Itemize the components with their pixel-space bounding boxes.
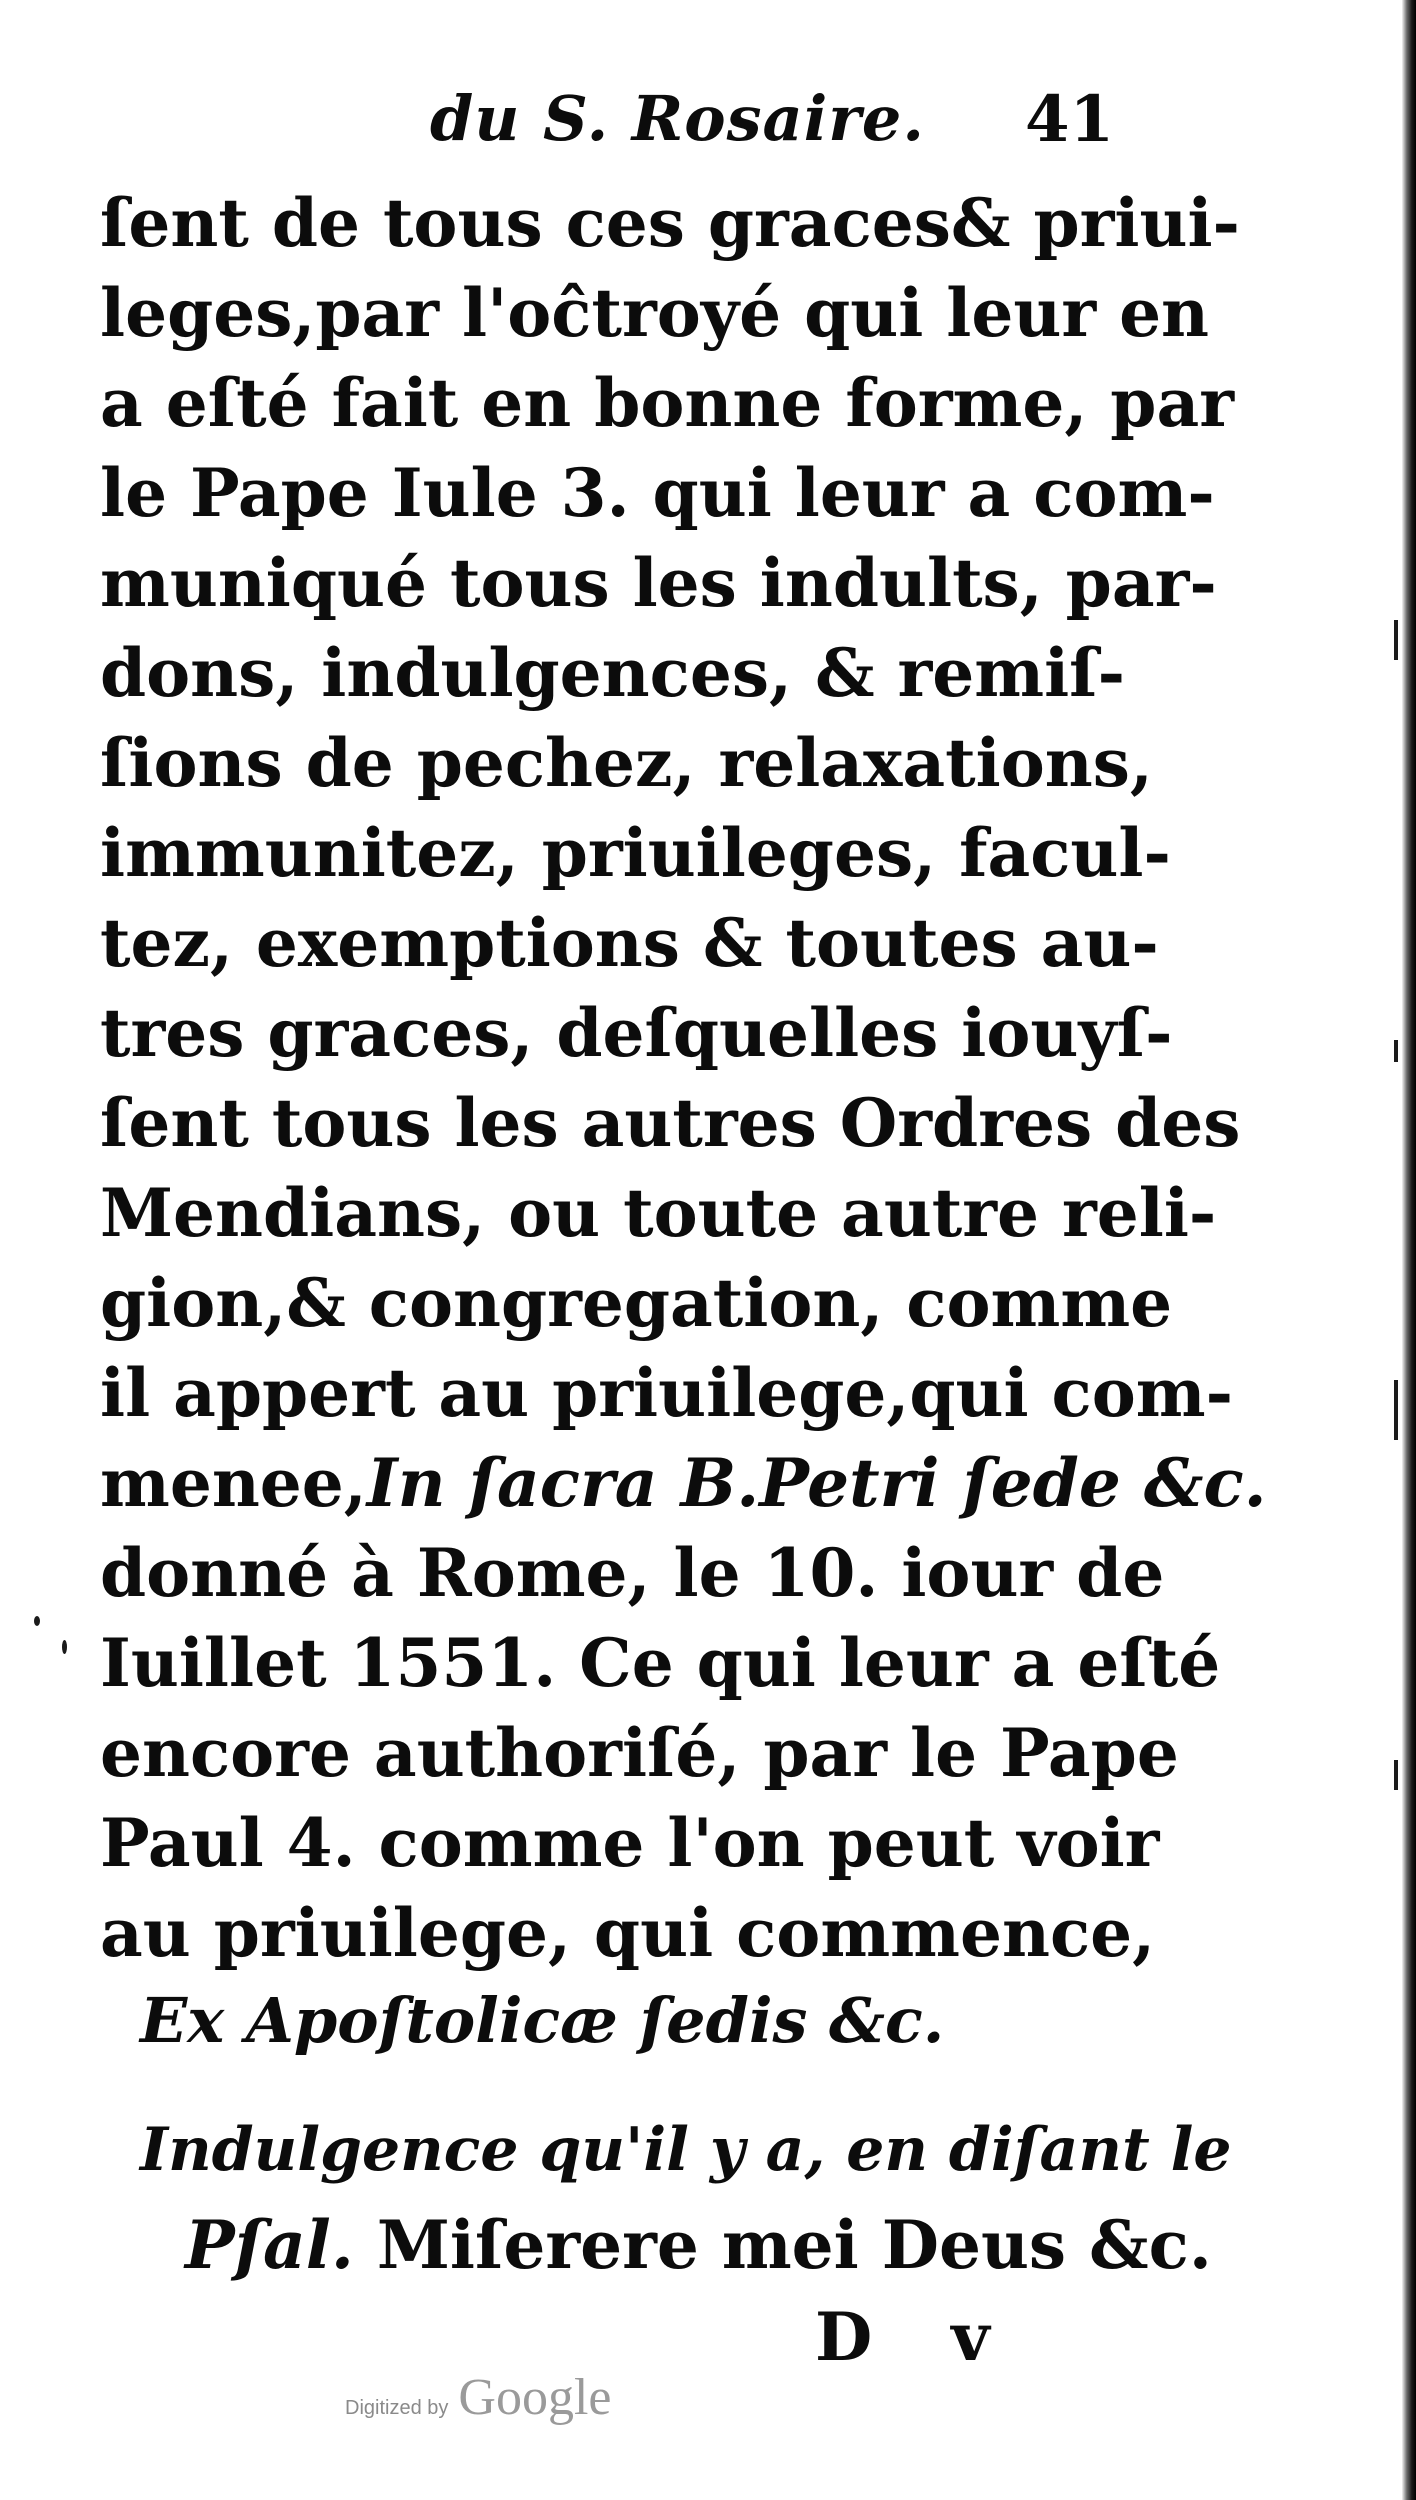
binding-edge [1402, 0, 1416, 2500]
privilege-incipit: In ſacra B.Petri ſede &c. [366, 1444, 1267, 1522]
text-line: au priuilege, qui commence, [100, 1894, 1156, 1972]
page-number: 41 [1025, 82, 1115, 157]
text-line: immunitez, priuileges, facul- [100, 814, 1171, 892]
psalm-title: Miſerere mei Deus &c. [353, 2206, 1212, 2284]
signature-mark: D v [815, 2298, 1018, 2376]
ink-speck [34, 1616, 40, 1626]
edge-mark [1394, 1380, 1398, 1440]
text-line: a eſté fait en bonne forme, par [100, 364, 1234, 442]
edge-mark [1394, 1760, 1398, 1790]
text-line: Mendians, ou toute autre reli- [100, 1174, 1217, 1252]
text-line: tres graces, deſquelles iouyſ- [100, 994, 1173, 1072]
section-heading: Indulgence qu'il y a, en diſant le [140, 2115, 1232, 2185]
edge-mark [1394, 1040, 1398, 1062]
text-line: Iuillet 1551. Ce qui leur a eſté [100, 1624, 1221, 1702]
text-line: dons, indulgences, & remiſ- [100, 634, 1125, 712]
google-logo: Google [458, 2369, 612, 2426]
edge-mark [1394, 620, 1398, 660]
text-line: ſions de pechez, relaxations, [100, 724, 1153, 802]
text-line: il appert au priuilege,qui com- [100, 1354, 1233, 1432]
digitized-watermark [345, 2368, 611, 2427]
running-title: du S. Rosaire. [430, 82, 925, 155]
text-line: leges,par l'oĉtroyé qui leur en [100, 274, 1210, 352]
text-line [100, 1444, 1267, 1522]
text-line-roman: menee, [100, 1444, 367, 1522]
text-line: muniqué tous les indults, par- [100, 544, 1217, 622]
text-line: ſent de tous ces graces& priui- [100, 184, 1240, 262]
text-line: donné à Rome, le 10. iour de [100, 1534, 1165, 1612]
section-heading-line-2 [185, 2206, 1212, 2284]
privilege-incipit-closing: Ex Apoſtolicæ ſedis &c. [140, 1984, 945, 2057]
psalm-abbrev: Pſal. [185, 2206, 354, 2284]
text-line: encore authoriſé, par le Pape [100, 1714, 1179, 1792]
text-line: gion,& congregation, comme [100, 1264, 1173, 1342]
text-line: Paul 4. comme l'on peut voir [100, 1804, 1160, 1882]
page-header [420, 82, 1180, 172]
text-line: ſent tous les autres Ordres des [100, 1084, 1241, 1162]
text-line: le Pape Iule 3. qui leur a com- [100, 454, 1215, 532]
ink-speck [62, 1640, 67, 1654]
watermark-prefix: Digitized by [345, 2397, 449, 2419]
text-line: tez, exemptions & toutes au- [100, 904, 1159, 982]
